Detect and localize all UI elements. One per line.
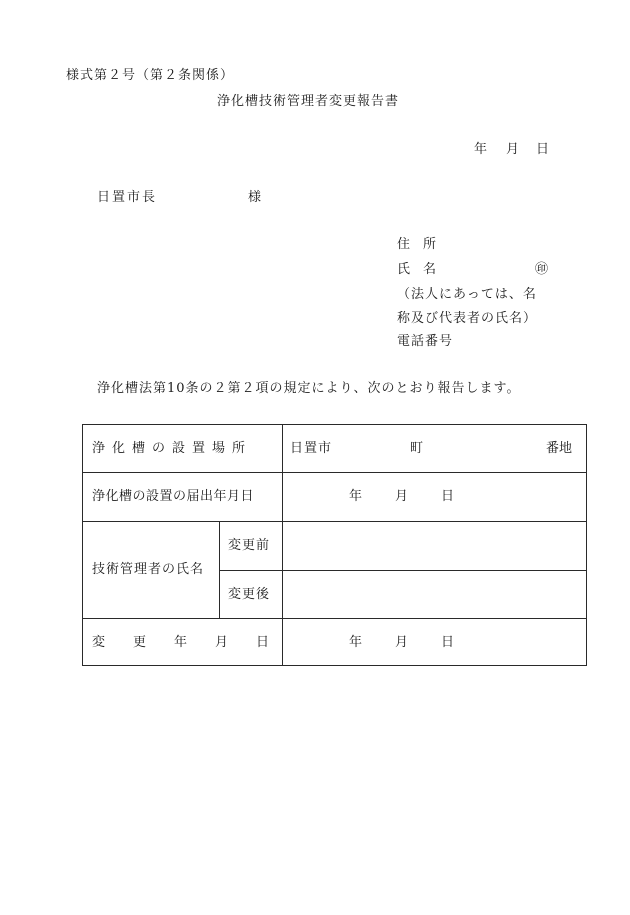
manager-name-label: 技術管理者の氏名 (92, 562, 205, 577)
table-rule (219, 521, 220, 618)
addressee-name: 日置市長 (97, 190, 158, 205)
addressee-honorific: 様 (248, 190, 262, 205)
date-month: 月 (506, 142, 520, 157)
change-date-label-char: 変 (92, 635, 106, 650)
before-change-label: 変更前 (228, 538, 271, 553)
table-rule (219, 570, 586, 571)
notification-month: 月 (395, 489, 409, 504)
after-change-label: 変更後 (228, 587, 271, 602)
name-label: 氏 名 (397, 262, 437, 277)
change-date-label-char: 月 (215, 635, 229, 650)
change-date-label-char: 更 (133, 635, 147, 650)
phone-label: 電話番号 (397, 334, 454, 349)
date-day: 日 (536, 142, 550, 157)
document-title: 浄化槽技術管理者変更報告書 (217, 94, 400, 109)
report-statement: 浄化槽法第10条の２第２項の規定により、次のとおり報告します。 (97, 381, 521, 396)
form-number: 様式第２号（第２条関係） (66, 68, 235, 83)
corporate-note-line2: 称及び代表者の氏名） (397, 311, 538, 326)
change-year: 年 (349, 635, 363, 650)
city-name: 日置市 (290, 441, 333, 456)
town-suffix: 町 (410, 441, 424, 456)
notification-day: 日 (441, 489, 455, 504)
table-rule (83, 618, 586, 619)
date-year: 年 (474, 142, 488, 157)
change-report-table (82, 424, 587, 666)
notification-year: 年 (349, 489, 363, 504)
table-rule (282, 425, 283, 666)
notification-date-label: 浄化槽の設置の届出年月日 (92, 489, 255, 504)
change-month: 月 (395, 635, 409, 650)
corporate-note-line1: （法人にあっては、名 (397, 287, 537, 302)
change-day: 日 (441, 635, 455, 650)
change-date-label-char: 日 (256, 635, 270, 650)
lot-suffix: 番地 (546, 441, 573, 456)
address-label: 住 所 (397, 237, 437, 252)
table-rule (83, 472, 586, 473)
seal-mark: ㊞ (535, 262, 549, 277)
table-rule (83, 521, 586, 522)
installation-location-label: 浄化槽の設置場所 (92, 441, 253, 456)
change-date-label-char: 年 (174, 635, 188, 650)
